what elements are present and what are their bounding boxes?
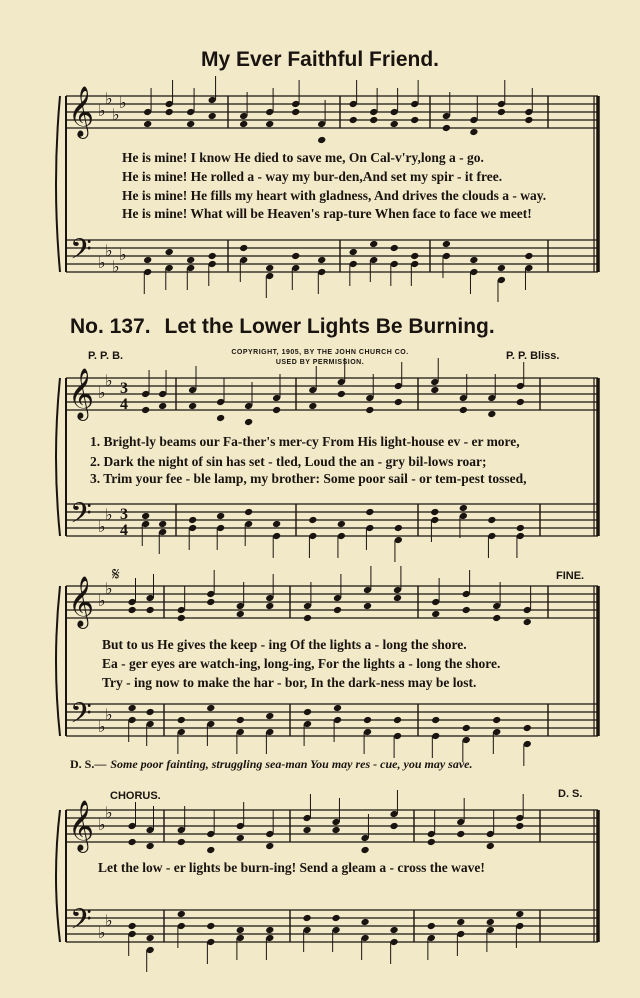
- hymn-title-faithful-friend: My Ever Faithful Friend.: [200, 48, 440, 71]
- note-head: [302, 826, 311, 834]
- note-head: [128, 838, 137, 846]
- hymn-title: Let the Lower Lights Be Burning.: [164, 315, 495, 338]
- note-head: [158, 402, 167, 410]
- treble-clef: 𝄞: [68, 800, 95, 851]
- verse-line: 3. Trim your fee - ble lamp, my brother: Some poor sail - or tem-pest tossed,: [90, 471, 527, 486]
- note-head: [456, 830, 465, 838]
- note-head: [515, 910, 524, 918]
- note-head: [410, 116, 419, 124]
- note-head: [462, 724, 471, 732]
- lyric-line: He is mine! What will be Heaven's rap-ture When face to face we meet!: [122, 206, 532, 221]
- note-head: [272, 520, 281, 528]
- flat-sign: ♭: [98, 717, 106, 736]
- note-head: [430, 386, 439, 394]
- hymn-title-lower-lights: [70, 315, 495, 339]
- lyric-line: He is mine! He rolled a - way my bur-den,And set my spir - it free.: [122, 169, 503, 184]
- note-head: [369, 116, 378, 124]
- ds-label: D. S.—: [70, 757, 107, 771]
- flat-sign: ♭: [119, 93, 127, 112]
- note-head: [360, 846, 369, 854]
- note-head: [487, 516, 496, 524]
- note-head: [216, 414, 225, 422]
- note-head: [427, 838, 436, 846]
- time-signature-top: 3: [120, 380, 128, 397]
- note-head: [186, 256, 195, 264]
- note-head: [524, 116, 533, 124]
- chorus-label: CHORUS.: [110, 790, 161, 802]
- note-head: [524, 252, 533, 260]
- note-head: [141, 512, 150, 520]
- note-head: [244, 418, 253, 426]
- note-head: [492, 614, 501, 622]
- note-head: [486, 842, 495, 850]
- note-head: [497, 264, 506, 272]
- note-head: [265, 264, 274, 272]
- note-head: [291, 252, 300, 260]
- note-head: [442, 124, 451, 132]
- note-head: [143, 120, 152, 128]
- flat-sign: ♭: [105, 241, 113, 260]
- brace: [56, 810, 60, 942]
- note-head: [146, 708, 155, 716]
- note-head: [186, 120, 195, 128]
- note-head: [141, 406, 150, 414]
- note-head: [206, 846, 215, 854]
- note-head: [442, 240, 451, 248]
- note-head: [236, 610, 245, 618]
- flat-sign: ♭: [105, 803, 113, 822]
- flat-sign: ♭: [105, 911, 113, 930]
- note-head: [239, 244, 248, 252]
- note-head: [208, 112, 217, 120]
- note-head: [177, 716, 186, 724]
- note-head: [265, 712, 274, 720]
- flat-sign: ♭: [98, 923, 106, 942]
- brace: [56, 586, 60, 736]
- note-head: [469, 256, 478, 264]
- verse-line: 1. Bright-ly beams our Fa-ther's mer-cy From His light-house ev - er more,: [90, 434, 520, 449]
- chorus-lyric-line: Let the low - er lights be burn-ing! Send a gleam a - cross the wave!: [98, 860, 485, 875]
- note-head: [365, 508, 374, 516]
- note-head: [146, 842, 155, 850]
- note-head: [188, 402, 197, 410]
- note-head: [165, 248, 174, 256]
- note-head: [303, 614, 312, 622]
- note-head: [469, 128, 478, 136]
- note-head: [265, 926, 274, 934]
- note-head: [317, 256, 326, 264]
- note-head: [333, 704, 342, 712]
- flat-sign: ♭: [112, 105, 120, 124]
- note-head: [462, 606, 471, 614]
- note-head: [317, 136, 326, 144]
- flat-sign: ♭: [119, 245, 127, 264]
- note-head: [393, 716, 402, 724]
- brace: [56, 378, 60, 536]
- note-head: [265, 602, 274, 610]
- note-head: [394, 398, 403, 406]
- note-head: [363, 602, 372, 610]
- note-head: [365, 406, 374, 414]
- note-head: [389, 926, 398, 934]
- flat-sign: ♭: [105, 89, 113, 108]
- verse-line: Ea - ger eyes are watch-ing, long-ing, For the lights a - long the shore.: [102, 656, 501, 671]
- note-head: [146, 606, 155, 614]
- note-head: [265, 120, 274, 128]
- note-head: [177, 614, 186, 622]
- note-head: [177, 838, 186, 846]
- note-head: [128, 606, 137, 614]
- note-head: [337, 390, 346, 398]
- note-head: [523, 618, 532, 626]
- fine-marking: FINE.: [556, 570, 585, 582]
- note-head: [349, 116, 358, 124]
- note-head: [389, 822, 398, 830]
- brace: [56, 96, 60, 272]
- bass-clef: 𝄢: [70, 903, 92, 943]
- note-head: [244, 508, 253, 516]
- note-head: [393, 594, 402, 602]
- note-head: [308, 402, 317, 410]
- verse-line: Try - ing now to make the har - bor, In the dark-ness may be lost.: [102, 675, 477, 690]
- note-head: [459, 406, 468, 414]
- note-head: [158, 520, 167, 528]
- lyricist-credit: P. P. B.: [88, 350, 124, 362]
- verse-line: 2. Dark the night of sin has set - tled, Loud the an - gry bil-lows roar;: [90, 454, 487, 469]
- note-head: [486, 918, 495, 926]
- note-head: [492, 716, 501, 724]
- note-head: [128, 704, 137, 712]
- flat-sign: ♭: [98, 101, 106, 120]
- note-head: [431, 716, 440, 724]
- permission-line: USED BY PERMISSION.: [275, 359, 365, 366]
- note-head: [308, 516, 317, 524]
- note-head: [236, 926, 245, 934]
- hymn-number: No. 137.: [70, 315, 151, 338]
- copyright-line: COPYRIGHT, 1905, BY THE JOHN CHURCH CO.: [231, 349, 409, 356]
- note-head: [487, 410, 496, 418]
- note-head: [302, 914, 311, 922]
- note-head: [456, 918, 465, 926]
- note-head: [390, 120, 399, 128]
- note-head: [236, 716, 245, 724]
- flat-sign: ♭: [112, 257, 120, 276]
- note-head: [331, 826, 340, 834]
- treble-clef: 𝄞: [68, 86, 95, 137]
- note-head: [390, 244, 399, 252]
- note-head: [516, 524, 525, 532]
- note-head: [143, 256, 152, 264]
- note-head: [272, 406, 281, 414]
- note-head: [146, 934, 155, 942]
- flat-sign: ♭: [105, 505, 113, 524]
- note-head: [523, 724, 532, 732]
- note-head: [236, 834, 245, 842]
- note-head: [206, 922, 215, 930]
- note-head: [206, 598, 215, 606]
- flat-sign: ♭: [98, 591, 106, 610]
- note-head: [410, 252, 419, 260]
- ds-text: Some poor fainting, struggling sea-man You may res - cue, you may save.: [110, 757, 473, 771]
- bass-clef: 𝄢: [70, 233, 92, 273]
- note-head: [497, 108, 506, 116]
- time-signature-top: 3: [120, 506, 128, 523]
- segno-sign: 𝄋: [112, 564, 120, 585]
- note-head: [265, 842, 274, 850]
- treble-clef: 𝄞: [68, 576, 95, 627]
- note-head: [394, 524, 403, 532]
- flat-sign: ♭: [105, 579, 113, 598]
- note-head: [128, 922, 137, 930]
- flat-sign: ♭: [98, 517, 106, 536]
- bass-clef: 𝄢: [70, 497, 92, 537]
- note-head: [165, 108, 174, 116]
- note-head: [369, 240, 378, 248]
- note-head: [430, 508, 439, 516]
- flat-sign: ♭: [98, 383, 106, 402]
- lyric-line: He is mine! He fills my heart with gladness, And drives the clouds a - way.: [122, 188, 547, 203]
- time-signature-bottom: 4: [120, 396, 128, 413]
- flat-sign: ♭: [105, 705, 113, 724]
- note-head: [333, 606, 342, 614]
- note-head: [216, 512, 225, 520]
- note-head: [349, 248, 358, 256]
- note-head: [515, 822, 524, 830]
- note-head: [208, 252, 217, 260]
- note-head: [360, 918, 369, 926]
- composer-credit: P. P. Bliss.: [506, 350, 560, 362]
- chorus-ds-marking: D. S.: [558, 788, 583, 800]
- flat-sign: ♭: [98, 253, 106, 272]
- bass-clef: 𝄢: [70, 697, 92, 737]
- note-head: [363, 716, 372, 724]
- note-head: [427, 922, 436, 930]
- dal-segno-line: [70, 757, 472, 772]
- note-head: [291, 108, 300, 116]
- note-head: [516, 398, 525, 406]
- note-head: [303, 708, 312, 716]
- note-head: [177, 910, 186, 918]
- note-head: [331, 914, 340, 922]
- verse-line: But to us He gives the keep - ing Of the lights a - long the shore.: [102, 637, 467, 652]
- note-head: [206, 704, 215, 712]
- flat-sign: ♭: [105, 371, 113, 390]
- lyric-line: He is mine! I know He died to save me, On Cal-v'ry,long a - go.: [122, 150, 484, 165]
- note-head: [239, 120, 248, 128]
- note-head: [188, 516, 197, 524]
- treble-clef: 𝄞: [68, 368, 95, 419]
- time-signature-bottom: 4: [120, 522, 128, 539]
- note-head: [459, 504, 468, 512]
- flat-sign: ♭: [98, 815, 106, 834]
- note-head: [337, 520, 346, 528]
- note-head: [431, 610, 440, 618]
